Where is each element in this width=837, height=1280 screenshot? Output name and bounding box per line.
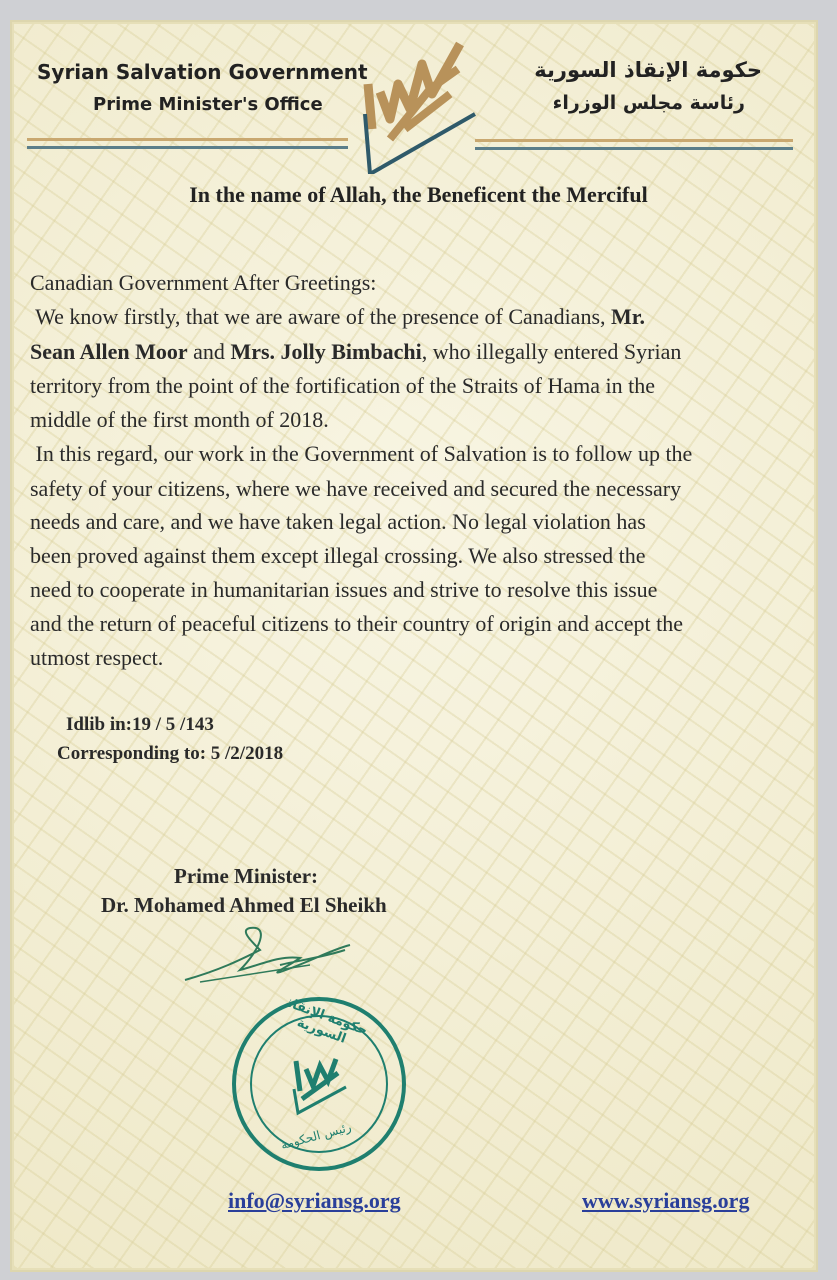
header-rule-blue-right: [475, 147, 793, 150]
body-line: In this regard, our work in the Government of Salvation is to follow up the: [30, 441, 693, 466]
header-rule-blue-left: [27, 146, 348, 149]
header-rule-gold-right: [475, 139, 793, 142]
stamp-text-top: حكومة الإنقاذ السورية: [283, 995, 370, 1047]
body-line: [30, 339, 681, 365]
website-link[interactable]: www.syriansg.org: [582, 1188, 750, 1213]
name-highlight: Sean Allen Moor: [30, 339, 188, 364]
logo-icon: [360, 34, 490, 174]
body-line: Canadian Government After Greetings:: [30, 270, 377, 295]
hijri-date: Idlib in:19 / 5 /143: [66, 714, 214, 735]
signatory-name: Dr. Mohamed Ahmed El Sheikh: [101, 893, 387, 917]
email-link[interactable]: info@syriansg.org: [228, 1188, 401, 1213]
body-line: utmost respect.: [30, 645, 164, 670]
body-line: and the return of peaceful citizens to their country of origin and accept the: [30, 611, 684, 636]
body-line: needs and care, and we have taken legal action. No legal violation has: [30, 509, 646, 534]
stamp-text-bottom: رئيس الحكومة: [279, 1119, 353, 1153]
body-line: been proved against them except illegal crossing. We also stressed the: [30, 543, 646, 568]
body-line: [30, 304, 645, 330]
header-rule-gold-left: [27, 138, 348, 141]
signatory-title: Prime Minister:: [174, 864, 319, 888]
name-highlight: Mr.: [611, 304, 646, 329]
body-text: , who illegally entered Syrian: [421, 339, 682, 364]
gregorian-date: Corresponding to: 5 /2/2018: [57, 743, 284, 764]
stamp-logo-icon: [288, 1051, 354, 1117]
org-name-ar: حكومة الإنقاذ السورية: [534, 58, 762, 82]
signature-icon: [180, 920, 370, 1000]
body-text: We know firstly, that we are aware of the presence of Canadians,: [30, 304, 612, 329]
document-title: In the name of Allah, the Beneficent the Merciful: [189, 182, 648, 207]
body-line: middle of the first month of 2018.: [30, 407, 329, 432]
org-name-en: Syrian Salvation Government: [37, 60, 368, 84]
name-highlight: Mrs. Jolly Bimbachi: [230, 339, 422, 364]
office-name-en: Prime Minister's Office: [93, 94, 323, 115]
body-line: territory from the point of the fortification of the Straits of Hama in the: [30, 373, 655, 398]
official-stamp: [232, 997, 406, 1171]
body-line: safety of your citizens, where we have received and secured the necessary: [30, 476, 682, 501]
body-text: and: [187, 339, 231, 364]
body-line: need to cooperate in humanitarian issues and strive to resolve this issue: [30, 577, 658, 602]
office-name-ar: رئاسة مجلس الوزراء: [552, 92, 745, 114]
